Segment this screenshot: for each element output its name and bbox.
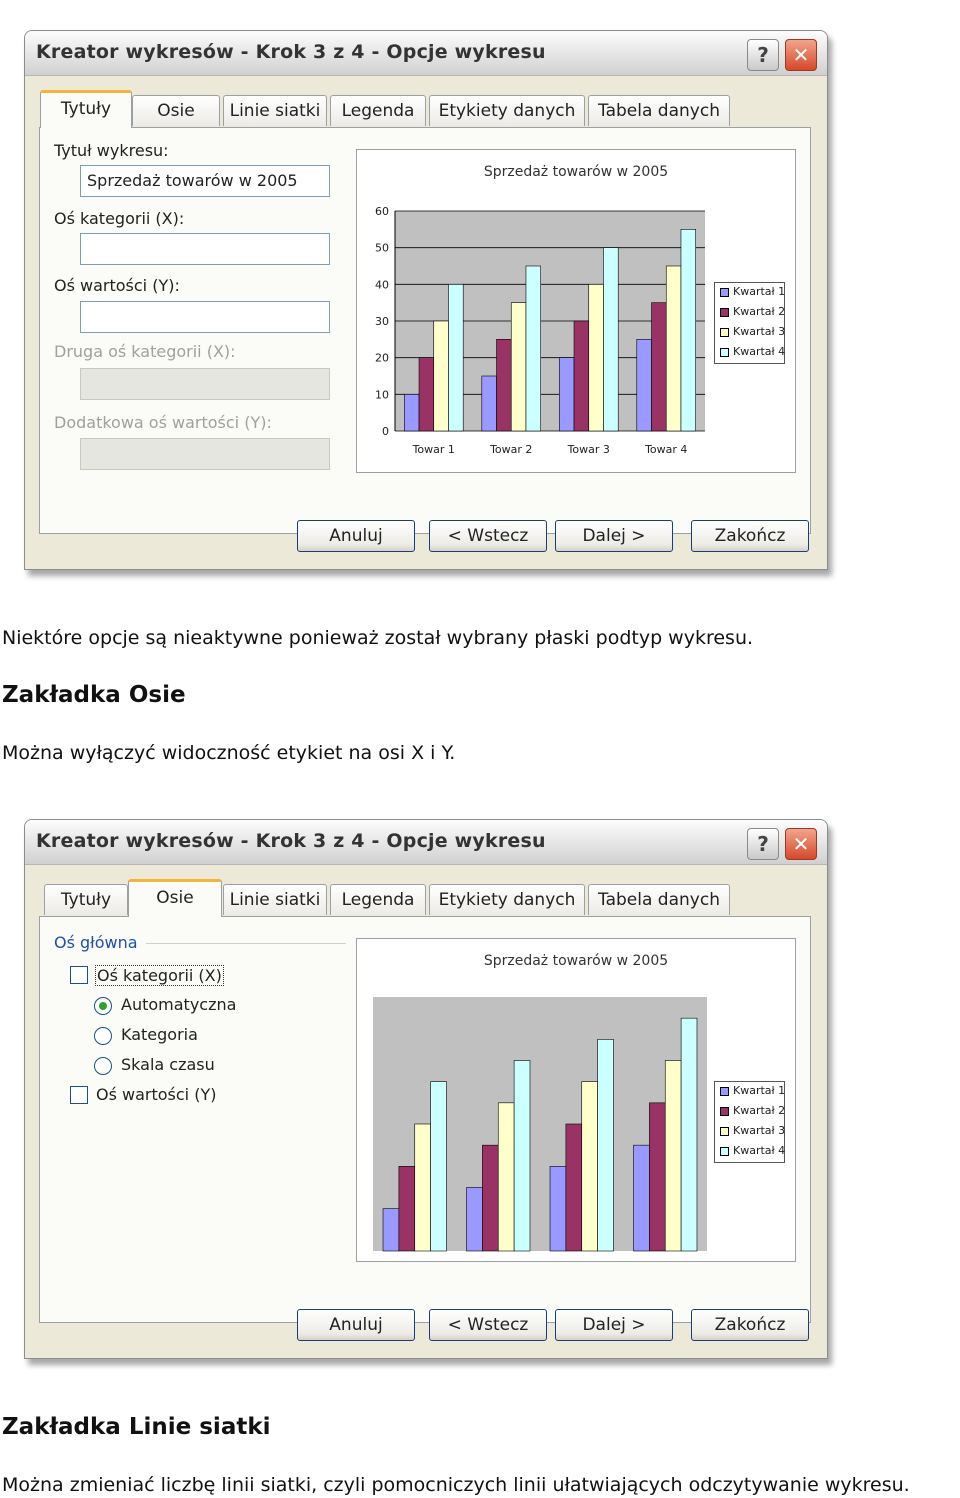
- automatic-radio[interactable]: [94, 997, 112, 1015]
- legend-label: Kwartał 3: [733, 325, 786, 338]
- x-axis-title-label: Oś kategorii (X):: [54, 209, 185, 228]
- value-axis-checkbox[interactable]: [70, 1086, 88, 1104]
- bar: [681, 229, 696, 431]
- bar: [419, 358, 434, 431]
- legend-swatch: [720, 1147, 729, 1156]
- y-axis-title-field[interactable]: [80, 301, 330, 333]
- legend-label: Kwartał 3: [733, 1124, 786, 1137]
- y-axis-title-label: Oś wartości (Y):: [54, 276, 180, 295]
- bar: [649, 1103, 665, 1251]
- legend-item: [720, 1144, 785, 1157]
- cancel-button[interactable]: Anuluj: [297, 520, 415, 552]
- chart-title-field[interactable]: Sprzedaż towarów w 2005: [80, 165, 330, 197]
- legend-item: [720, 325, 785, 338]
- y-tick-label: 50: [375, 241, 389, 255]
- tab-axes[interactable]: Osie: [132, 95, 220, 126]
- y-tick-label: 60: [375, 205, 389, 218]
- y-tick-label: 0: [382, 425, 389, 438]
- bar: [399, 1166, 415, 1251]
- tab-gridlines[interactable]: Linie siatki: [223, 884, 327, 915]
- y-tick-label: 20: [375, 351, 389, 365]
- tab-data-labels[interactable]: Etykiety danych: [429, 884, 585, 915]
- bar: [434, 321, 449, 431]
- tab-legend[interactable]: Legenda: [330, 884, 426, 915]
- x-axis-title-field[interactable]: [80, 233, 330, 265]
- bar: [467, 1188, 483, 1252]
- legend-item: [720, 345, 785, 358]
- chart-legend: [714, 1081, 785, 1163]
- chart-legend: [714, 282, 785, 364]
- legend-item: [720, 1124, 785, 1137]
- bar: [589, 284, 604, 431]
- next-button[interactable]: Dalej >: [555, 520, 673, 552]
- chart-wizard-dialog-titles: [24, 30, 828, 570]
- tab-titles[interactable]: Tytuły: [44, 884, 128, 915]
- bar: [582, 1082, 598, 1251]
- legend-swatch: [720, 328, 729, 337]
- back-button[interactable]: < Wstecz: [429, 520, 547, 552]
- legend-label: Kwartał 4: [733, 345, 786, 358]
- secondary-x-axis-field: [80, 368, 330, 400]
- time-scale-radio[interactable]: [94, 1057, 112, 1075]
- y-tick-label: 30: [375, 315, 389, 328]
- bar: [598, 1039, 614, 1251]
- dialog-title: Kreator wykresów - Krok 3 z 4 - Opcje wykresu: [36, 830, 546, 852]
- y-tick-label: 40: [375, 278, 389, 292]
- tab-axes[interactable]: Osie: [128, 879, 222, 917]
- legend-item: [720, 305, 785, 318]
- x-tick-label: Towar 2: [490, 443, 533, 456]
- close-button[interactable]: ✕: [785, 828, 817, 860]
- automatic-label: Automatyczna: [121, 995, 237, 1014]
- bar: [415, 1124, 431, 1251]
- value-axis-label: Oś wartości (Y): [96, 1085, 217, 1104]
- bar: [482, 1145, 498, 1251]
- legend-item: [720, 1084, 785, 1097]
- chart-wizard-dialog-axes: [24, 819, 828, 1359]
- legend-item: [720, 1104, 785, 1117]
- y-tick-label: 10: [375, 388, 389, 402]
- category-axis-checkbox[interactable]: [70, 966, 88, 984]
- axes-description: Można wyłączyć widoczność etykiet na osi X i Y.: [2, 742, 456, 764]
- dialog-title: Kreator wykresów - Krok 3 z 4 - Opcje wykresu: [36, 41, 546, 63]
- bar: [482, 376, 497, 431]
- tab-data-table[interactable]: Tabela danych: [588, 884, 730, 915]
- bar: [448, 284, 463, 431]
- bar: [526, 266, 541, 431]
- title-bar: [25, 820, 827, 865]
- tab-legend[interactable]: Legenda: [330, 95, 426, 126]
- bar: [603, 248, 618, 431]
- help-button[interactable]: ?: [747, 39, 779, 71]
- gridlines-description: Można zmieniać liczbę linii siatki, czyli pomocniczych linii ułatwiających odczytywanie wykresu.: [2, 1474, 910, 1496]
- legend-label: Kwartał 2: [733, 305, 786, 318]
- chart-preview: [356, 938, 796, 1262]
- bar: [665, 1061, 681, 1252]
- tab-titles[interactable]: Tytuły: [40, 90, 132, 128]
- bar: [559, 358, 574, 431]
- tab-data-table[interactable]: Tabela danych: [588, 95, 730, 126]
- chart-preview: [356, 149, 796, 473]
- bar: [652, 303, 667, 431]
- close-button[interactable]: ✕: [785, 39, 817, 71]
- secondary-y-axis-field: [80, 438, 330, 470]
- bar: [566, 1124, 582, 1251]
- bar: [383, 1209, 399, 1251]
- legend-swatch: [720, 1127, 729, 1136]
- next-button[interactable]: Dalej >: [555, 1309, 673, 1341]
- category-label: Kategoria: [121, 1025, 198, 1044]
- tab-data-labels[interactable]: Etykiety danych: [429, 95, 585, 126]
- group-divider: [146, 943, 346, 944]
- section-heading-axes: Zakładka Osie: [2, 682, 186, 708]
- category-axis-label: Oś kategorii (X): [97, 966, 222, 985]
- x-tick-label: Towar 4: [645, 443, 688, 456]
- section-heading-gridlines: Zakładka Linie siatki: [2, 1414, 271, 1440]
- time-scale-label: Skala czasu: [121, 1055, 215, 1074]
- legend-swatch: [720, 288, 729, 297]
- legend-swatch: [720, 1087, 729, 1096]
- chart-title: Sprzedaż towarów w 2005: [483, 953, 669, 969]
- bar: [498, 1103, 514, 1251]
- x-tick-label: Towar 3: [567, 443, 610, 456]
- finish-button[interactable]: Zakończ: [691, 1309, 809, 1341]
- legend-label: Kwartał 4: [733, 1144, 786, 1157]
- bar: [514, 1061, 530, 1252]
- bar: [404, 394, 419, 431]
- finish-button[interactable]: Zakończ: [691, 520, 809, 552]
- help-button[interactable]: ?: [747, 828, 779, 860]
- legend-item: [720, 285, 785, 298]
- tab-gridlines[interactable]: Linie siatki: [223, 95, 327, 126]
- bar: [666, 266, 681, 431]
- back-button[interactable]: < Wstecz: [429, 1309, 547, 1341]
- chart-title-label: Tytuł wykresu:: [54, 141, 169, 160]
- legend-swatch: [720, 348, 729, 357]
- legend-label: Kwartał 1: [733, 285, 786, 298]
- legend-swatch: [720, 1107, 729, 1116]
- bar: [497, 339, 512, 431]
- cancel-button[interactable]: Anuluj: [297, 1309, 415, 1341]
- bar: [511, 303, 526, 431]
- bar: [634, 1145, 650, 1251]
- bar: [550, 1166, 566, 1251]
- primary-axis-group-label: Oś główna: [54, 933, 138, 952]
- legend-label: Kwartał 1: [733, 1084, 786, 1097]
- category-radio[interactable]: [94, 1027, 112, 1045]
- chart-title: Sprzedaż towarów w 2005: [483, 164, 669, 180]
- bar: [681, 1018, 697, 1251]
- bar: [431, 1082, 447, 1251]
- x-tick-label: Towar 1: [412, 443, 455, 456]
- legend-swatch: [720, 308, 729, 317]
- bar: [637, 339, 652, 431]
- note-text: Niektóre opcje są nieaktywne ponieważ został wybrany płaski podtyp wykresu.: [2, 627, 754, 649]
- legend-label: Kwartał 2: [733, 1104, 786, 1117]
- title-bar: [25, 31, 827, 76]
- bar: [574, 321, 589, 431]
- secondary-y-axis-label: Dodatkowa oś wartości (Y):: [54, 413, 272, 432]
- secondary-x-axis-label: Druga oś kategorii (X):: [54, 342, 236, 361]
